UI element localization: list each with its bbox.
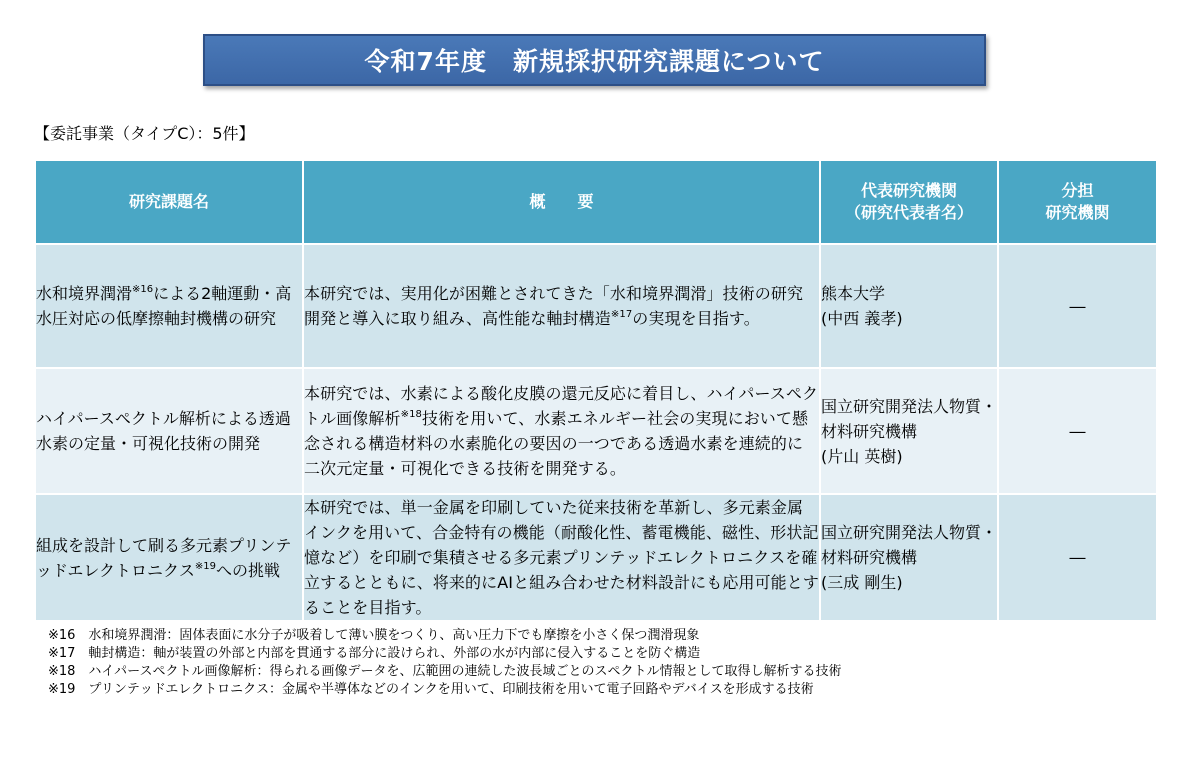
footnote-ref: ※18 <box>400 409 423 420</box>
share-cell: ― <box>998 244 1157 368</box>
header-org: 代表研究機関 （研究代表者名） <box>820 160 998 244</box>
share-cell: ― <box>998 368 1157 494</box>
share-cell: ― <box>998 494 1157 621</box>
footnote: ※19 プリンテッドエレクトロニクス：金属や半導体などのインクを用いて、印刷技術を用いて電子回路やデバイスを形成する技術 <box>48 682 814 697</box>
page-title: 令和7年度 新規採択研究課題について <box>203 34 986 86</box>
project-name: ハイパースペクトル解析による透過水素の定量・可視化技術の開発 <box>36 409 291 453</box>
project-name-cell <box>35 368 303 494</box>
footnote-ref: ※17 <box>610 309 633 320</box>
header-name: 研究課題名 <box>35 160 303 244</box>
project-name-cell <box>35 244 303 368</box>
table-row <box>35 244 1157 368</box>
summary-text: 本研究では、実用化が困難とされてきた「水和境界潤滑」技術の研究開発と導入に取り組み、高性能な軸封構造 <box>304 284 804 328</box>
footnote-ref: ※19 <box>194 560 216 572</box>
summary-cell <box>303 244 820 368</box>
project-name-cell <box>35 494 303 621</box>
footnote-ref: ※16 <box>132 284 154 295</box>
summary-text: 本研究では、単一金属を印刷していた従来技術を革新し、多元素金属インクを用いて、合金特有の機能（耐酸化性、蓄電機能、磁性、形状記憶など）を印刷で集積させる多元素プリンテッドエレクトロニクスを確立するとともに、将来的にAIと組み合わせた材料設計にも応用可能とすることを目指す。 <box>304 498 819 617</box>
summary-text-cont: 技術を用いて、水素エネルギー社会の実現において懸念される構造材料の水素脆化の要因の一つである透過水素を連続的に二次元定量・可視化できる技術を開発する。 <box>304 409 809 478</box>
section-label: 【委託事業（タイプC）：5件】 <box>34 124 255 143</box>
org-cell: 熊本大学 (中西 義孝) <box>820 244 998 368</box>
org-cell: 国立研究開発法人物質・材料研究機構 (片山 英樹) <box>820 368 998 494</box>
table-header-row <box>35 160 1157 244</box>
footnote: ※18 ハイパースペクトル画像解析：得られる画像データを、広範囲の連続した波長域ごとのスペクトル情報として取得し解析する技術 <box>48 664 842 679</box>
footnote: ※17 軸封構造：軸が装置の外部と内部を貫通する部分に設けられ、外部の水が内部に侵入することを防ぐ構造 <box>48 646 701 661</box>
summary-text: 本研究では、水素による酸化皮膜の還元反応に着目し、ハイパースペクトル画像解析 <box>304 384 819 428</box>
table-row <box>35 368 1157 494</box>
summary-text-cont: の実現を目指す。 <box>632 309 760 328</box>
project-name: 組成を設計して刷る多元素プリンテッドエレクトロニクス <box>36 535 292 580</box>
table-row <box>35 494 1157 621</box>
project-name-cont: への挑戦 <box>216 560 281 580</box>
header-summary: 概 要 <box>303 160 820 244</box>
research-projects-table <box>34 159 1158 622</box>
project-name: 水和境界潤滑 <box>36 284 133 303</box>
footnotes <box>48 627 842 699</box>
project-name-cont: による2軸運動・高水圧対応の低摩擦軸封機構の研究 <box>36 284 292 328</box>
footnote: ※16 水和境界潤滑：固体表面に水分子が吸着して薄い膜をつくり、高い圧力下でも摩擦を小さく保つ潤滑現象 <box>48 628 700 643</box>
org-cell: 国立研究開発法人物質・材料研究機構 (三成 剛生) <box>820 494 998 621</box>
summary-cell <box>303 368 820 494</box>
header-share: 分担 研究機関 <box>998 160 1157 244</box>
summary-cell <box>303 494 820 621</box>
